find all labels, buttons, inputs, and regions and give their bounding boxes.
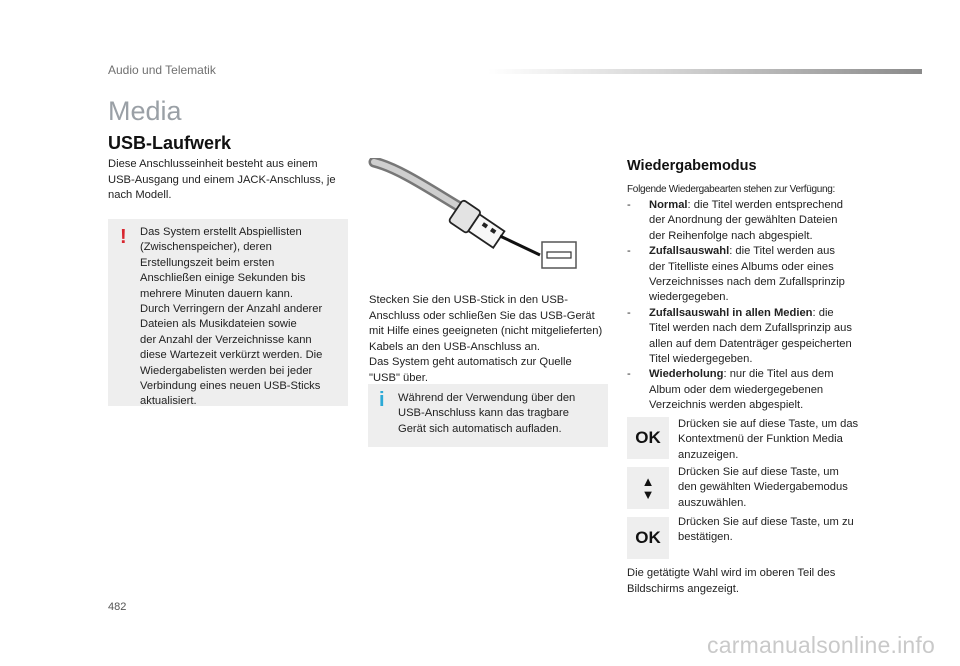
warning-text <box>140 225 340 410</box>
mode-desc: : die <box>812 306 834 319</box>
text-line: mit Hilfe eines geeigneten (nicht mitgelieferten) <box>369 325 603 338</box>
text-line: Titel wiedergegeben. <box>649 353 753 366</box>
mode-term: Zufallsauswahl in allen Medien <box>649 306 813 319</box>
arrow-down-icon: ▼ <box>641 487 655 502</box>
text-line: Das System erstellt Abspiellisten <box>140 226 302 238</box>
list-item <box>627 198 867 244</box>
text-line: (Zwischenspeicher), deren <box>140 241 272 254</box>
text-line: Während der Verwendung über den <box>398 392 576 404</box>
text-line: der Titelliste eines Albums oder eines <box>649 260 834 273</box>
text-line: Durch Verringern der Anzahl anderer <box>140 303 323 316</box>
header-gradient-bar <box>488 69 922 74</box>
text-line: "USB" über. <box>369 371 428 384</box>
text-line: USB-Ausgang und einem JACK-Anschluss, je <box>108 173 336 186</box>
usb-instructions <box>369 293 609 387</box>
text-line: Drücken Sie auf diese Taste, um zu <box>678 516 854 528</box>
text-line: den gewählten Wiedergabemodus <box>678 481 848 494</box>
text-line: Titel werden nach dem Zufallsprinzip aus <box>649 322 852 335</box>
intro-paragraph <box>108 157 348 204</box>
mode-desc: : die Titel werden aus <box>729 245 835 258</box>
text-line: Anschluss oder schließen Sie das USB-Gerät <box>369 309 595 322</box>
text-line: USB-Anschluss kann das tragbare <box>398 407 570 420</box>
watermark: carmanualsonline.info <box>707 632 935 658</box>
mode-desc: : nur die Titel aus dem <box>723 368 834 381</box>
list-item <box>627 367 867 413</box>
playback-mode-title: Wiedergabemodus <box>627 158 757 174</box>
page-title: Media <box>108 96 182 126</box>
info-text <box>398 391 598 437</box>
page-number: 482 <box>108 601 127 613</box>
text-line: Drücken Sie auf diese Taste, um <box>678 466 839 478</box>
playback-mode-intro: Folgende Wiedergabearten stehen zur Verfügung: <box>627 184 836 195</box>
ok-key-icon <box>627 417 669 459</box>
text-line: Wiedergabelisten werden bei jeder <box>140 364 313 377</box>
up-down-key-icon <box>627 467 669 509</box>
up-down-key-description <box>678 465 868 511</box>
list-item <box>627 306 867 368</box>
text-line: nach Modell. <box>108 189 172 202</box>
header-section-label: Audio und Telematik <box>108 63 216 77</box>
ok-confirm-key-icon <box>627 517 669 559</box>
text-line: Anschließen einige Sekunden bis <box>140 272 306 285</box>
text-line: Verbindung eines neuen USB-Sticks <box>140 380 321 393</box>
info-icon: i <box>379 389 385 411</box>
arrow-up-icon: ▲ <box>641 474 655 489</box>
text-line: allen auf dem Datenträger gespeicherten <box>649 337 852 350</box>
text-line: Gerät sich automatisch aufladen. <box>398 422 562 435</box>
text-line: Diese Anschlusseinheit besteht aus einem <box>108 158 318 170</box>
selection-note <box>627 566 867 597</box>
text-line: mehrere Minuten dauern kann. <box>140 287 293 300</box>
ok-label: OK <box>635 428 661 447</box>
text-line: Kontextmenü der Funktion Media <box>678 433 843 446</box>
ok-label: OK <box>635 528 661 547</box>
text-line: Stecken Sie den USB-Stick in den USB- <box>369 294 568 306</box>
usb-stick-illustration-icon <box>368 158 578 276</box>
list-dash: - <box>627 199 631 211</box>
section-title: USB-Laufwerk <box>108 133 232 153</box>
mode-desc: : die Titel werden entsprechend <box>687 199 844 211</box>
text-line: Album oder dem wiedergegebenen <box>649 383 824 396</box>
warning-exclamation-icon: ! <box>120 226 127 248</box>
text-line: Drücken sie auf diese Taste, um das <box>678 418 859 430</box>
list-dash: - <box>627 306 631 319</box>
ok-confirm-key-description <box>678 515 868 546</box>
mode-term: Normal <box>649 199 688 211</box>
mode-term: Zufallsauswahl <box>649 245 730 258</box>
text-line: Das System geht automatisch zur Quelle <box>369 356 572 369</box>
text-line: diese Wartezeit verkürzt werden. Die <box>140 349 323 362</box>
text-line: Verzeichnis werden abgespielt. <box>649 399 804 412</box>
text-line: Erstellungszeit beim ersten <box>140 256 275 269</box>
text-line: Bildschirms angezeigt. <box>627 582 739 595</box>
list-dash: - <box>627 368 631 381</box>
mode-term: Wiederholung <box>649 368 724 381</box>
list-dash: - <box>627 245 631 258</box>
text-line: wiedergegeben. <box>649 291 729 304</box>
text-line: der Anordnung der gewählten Dateien <box>649 214 838 227</box>
text-line: anzuzeigen. <box>678 448 739 461</box>
list-item <box>627 244 867 306</box>
ok-key-description <box>678 417 868 463</box>
playback-mode-list <box>627 198 867 414</box>
text-line: Dateien als Musikdateien sowie <box>140 318 297 331</box>
text-line: der Anzahl der Verzeichnisse kann <box>140 333 312 346</box>
text-line: Verzeichnisses nach dem Zufallsprinzip <box>649 276 845 289</box>
text-line: bestätigen. <box>678 531 733 544</box>
text-line: Die getätigte Wahl wird im oberen Teil des <box>627 567 836 579</box>
text-line: auszuwählen. <box>678 496 747 509</box>
text-line: der Reihenfolge nach abgespielt. <box>649 229 813 242</box>
text-line: aktualisiert. <box>140 395 197 408</box>
text-line: Kabels an den USB-Anschluss an. <box>369 340 541 353</box>
